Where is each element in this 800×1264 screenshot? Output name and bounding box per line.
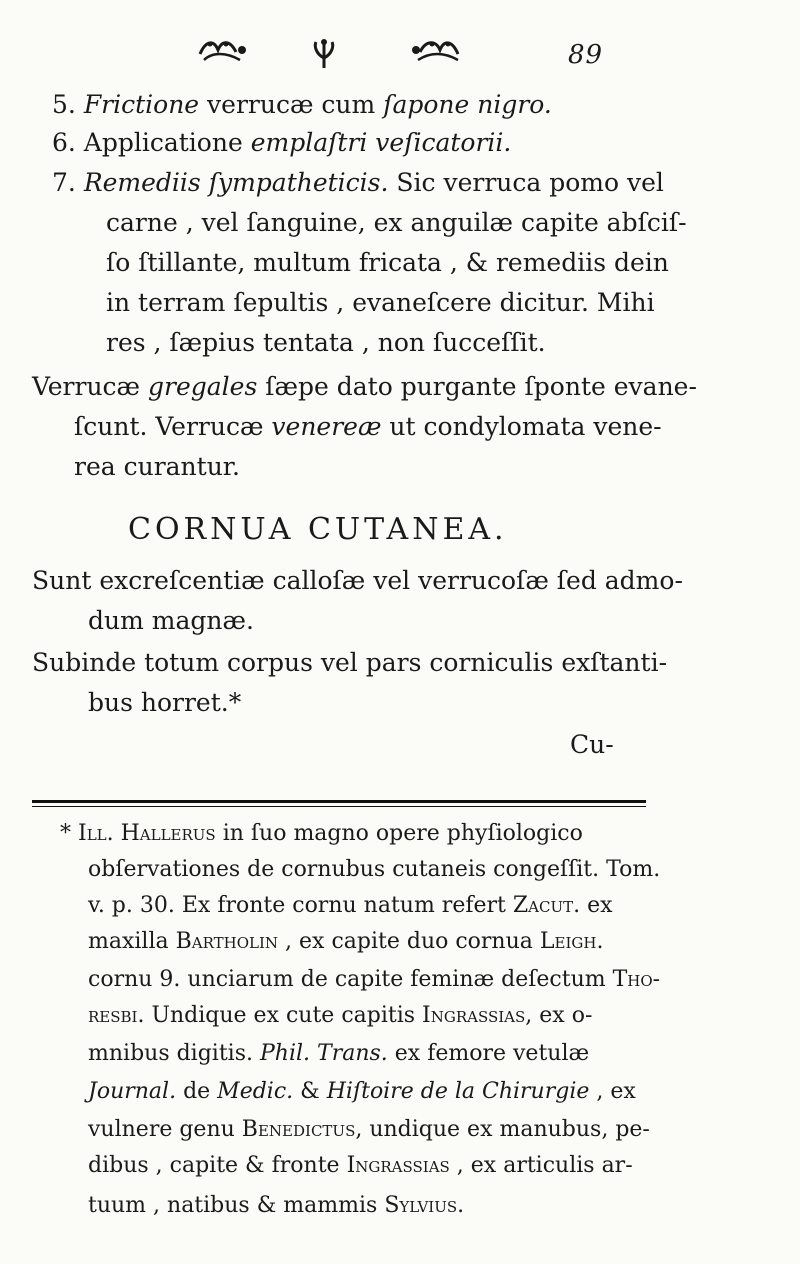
text-run: Medic. bbox=[217, 1079, 294, 1104]
text-run: Bartholin bbox=[175, 929, 279, 954]
page-header bbox=[0, 30, 800, 90]
text-run: emplaſtri veſicatorii. bbox=[250, 128, 512, 157]
text-run: tuum , natibus & mammis bbox=[88, 1193, 385, 1218]
text-line bbox=[32, 372, 697, 402]
text-line bbox=[88, 1192, 464, 1220]
text-run: Ingrassias, bbox=[422, 1003, 533, 1028]
text-run: Journal. bbox=[88, 1079, 177, 1104]
text-line bbox=[88, 606, 254, 636]
section-heading: CORNUA CUTANEA. bbox=[128, 512, 508, 547]
footnote-rule-thin bbox=[32, 806, 646, 807]
text-line bbox=[88, 1152, 633, 1180]
text-run: Leigh. bbox=[539, 929, 604, 954]
text-run: ſæpe dato purgante ſponte evane- bbox=[257, 372, 697, 401]
text-run: , ex capite duo cornua bbox=[278, 929, 540, 954]
center-leaf-ornament bbox=[310, 36, 338, 70]
footnote-rule bbox=[32, 800, 646, 803]
text-line bbox=[88, 1116, 650, 1144]
text-line bbox=[74, 412, 662, 442]
text-run: res , ſæpius tentata , non ſucceſſit. bbox=[106, 328, 546, 357]
text-run: Ingrassias bbox=[346, 1153, 450, 1178]
text-run: Subinde totum corpus vel pars corniculis exſtanti- bbox=[32, 648, 668, 677]
text-run: dum magnæ. bbox=[88, 606, 254, 635]
text-run: Benedictus, bbox=[241, 1117, 363, 1142]
text-line bbox=[74, 452, 240, 482]
text-run: obſervationes de cornubus cutaneis congeſſit. Tom. bbox=[88, 857, 661, 882]
text-line bbox=[88, 928, 603, 956]
text-run: 6. Applicatione bbox=[52, 128, 251, 157]
text-run: Sylvius. bbox=[384, 1193, 465, 1218]
text-line bbox=[52, 90, 552, 120]
text-run: Sunt excreſcentiæ calloſæ vel verrucoſæ ſed admo- bbox=[32, 566, 683, 595]
text-line bbox=[88, 892, 613, 920]
text-run: mnibus digitis. bbox=[88, 1041, 260, 1066]
text-line bbox=[60, 820, 583, 848]
text-run: Hiſtoire de la Chirurgie bbox=[326, 1079, 590, 1104]
catchword: Cu- bbox=[570, 730, 614, 759]
text-run: , ex bbox=[589, 1079, 636, 1104]
text-run: vulnere genu bbox=[88, 1117, 242, 1142]
text-line bbox=[88, 688, 241, 718]
text-run: ex o- bbox=[532, 1003, 593, 1028]
text-line bbox=[52, 128, 511, 158]
text-run: 7. bbox=[52, 168, 84, 197]
text-run: ſo ſtillante, multum fricata , & remediis dein bbox=[106, 248, 669, 277]
text-line bbox=[32, 648, 667, 678]
text-run: de bbox=[176, 1079, 218, 1104]
text-run: Verrucæ bbox=[32, 372, 149, 401]
text-line bbox=[88, 966, 660, 994]
text-run: , ex articulis ar- bbox=[449, 1153, 633, 1178]
text-run: Sic verruca pomo vel bbox=[388, 168, 664, 197]
text-run: Frictione bbox=[83, 90, 200, 119]
text-line bbox=[106, 328, 546, 358]
text-run: dibus , capite & fronte bbox=[88, 1153, 347, 1178]
right-floral-ornament bbox=[408, 36, 464, 66]
text-run: cornu 9. unciarum de capite feminæ deſectum bbox=[88, 967, 613, 992]
text-run: Tho- bbox=[612, 967, 661, 992]
text-run: v. p. 30. Ex fronte cornu natum refert bbox=[88, 893, 513, 918]
text-run: ex femore vetulæ bbox=[387, 1041, 590, 1066]
text-line bbox=[52, 168, 664, 198]
text-line bbox=[88, 1002, 592, 1030]
text-run: ſapone nigro. bbox=[383, 90, 552, 119]
text-run: gregales bbox=[148, 372, 258, 401]
text-run: carne , vel ſanguine, ex anguilæ capite abſciſ- bbox=[106, 208, 687, 237]
text-run: Phil. Trans. bbox=[260, 1041, 388, 1066]
text-run: Undique ex cute capitis bbox=[144, 1003, 423, 1028]
text-run: maxilla bbox=[88, 929, 176, 954]
text-line bbox=[106, 248, 669, 278]
text-line bbox=[88, 1078, 636, 1106]
text-run: & bbox=[293, 1079, 327, 1104]
text-run: ex bbox=[580, 893, 613, 918]
text-run: Zacut. bbox=[512, 893, 581, 918]
text-run: resbi. bbox=[88, 1003, 145, 1028]
text-run: in terram ſepultis , evaneſcere dicitur. Mihi bbox=[106, 288, 655, 317]
text-run: ut condylomata vene- bbox=[381, 412, 662, 441]
text-line bbox=[106, 288, 655, 318]
text-run: Remediis ſympatheticis. bbox=[83, 168, 389, 197]
text-run: in ſuo magno opere phyſiologico bbox=[215, 821, 583, 846]
text-run: venereæ bbox=[271, 412, 382, 441]
text-run: 5. bbox=[52, 90, 84, 119]
text-run: rea curantur. bbox=[74, 452, 240, 481]
text-line bbox=[32, 566, 683, 596]
text-run: * bbox=[60, 821, 78, 846]
text-line bbox=[88, 856, 660, 884]
text-run: ſcunt. Verrucæ bbox=[74, 412, 272, 441]
text-line bbox=[106, 208, 687, 238]
left-floral-ornament bbox=[196, 36, 248, 66]
text-run: verrucæ cum bbox=[199, 90, 384, 119]
text-run: undique ex manubus, pe- bbox=[362, 1117, 650, 1142]
text-line bbox=[88, 1040, 589, 1068]
text-run: bus horret.* bbox=[88, 688, 242, 717]
text-run: Ill. Hallerus bbox=[78, 821, 216, 846]
page-number: 89 bbox=[568, 40, 604, 70]
